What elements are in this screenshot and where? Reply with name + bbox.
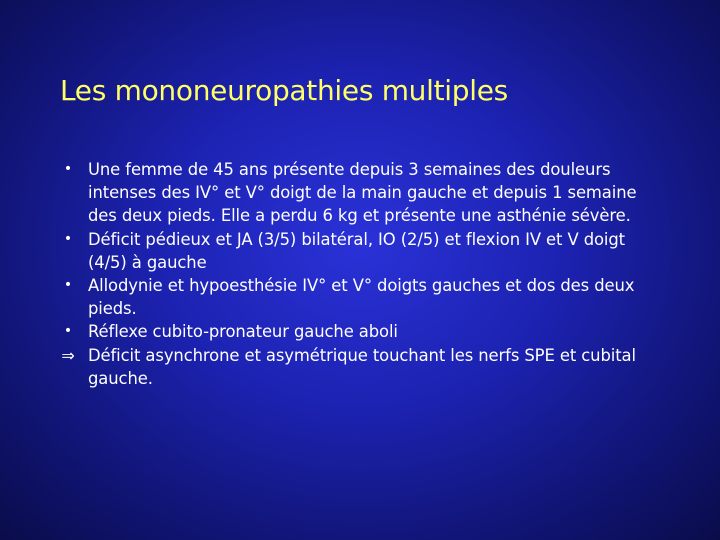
bullet-marker: • [63,323,73,340]
bullet-item [56,228,666,274]
bullet-list [56,158,666,390]
slide-title: Les mononeuropathies multiples [60,74,508,107]
conclusion-text: Déficit asynchrone et asymétrique touchant les nerfs SPE et cubital gauche. [88,345,636,388]
bullet-text: Déficit pédieux et JA (3/5) bilatéral, IO (2/5) et flexion IV et V doigt (4/5) à gauche [88,229,626,272]
bullet-marker: • [63,230,73,247]
bullet-marker: • [63,161,73,177]
bullet-item [56,274,666,320]
bullet-text: Une femme de 45 ans présente depuis 3 semaines des douleurs intenses des IV° et V° doigt de la main gauche et depuis 1 semaine des deux pieds. Elle a perdu 6 kg et présente une asthénie sévère. [88,160,637,226]
bullet-text: Allodynie et hypoesthésie IV° et V° doigts gauches et dos des deux pieds. [88,276,635,319]
bullet-item [56,158,666,228]
bullet-item [56,320,666,343]
conclusion-item [56,344,666,390]
implies-arrow-icon: ⇒ [61,345,75,365]
bullet-marker: • [63,277,73,294]
bullet-text: Réflexe cubito-pronateur gauche aboli [88,322,398,342]
